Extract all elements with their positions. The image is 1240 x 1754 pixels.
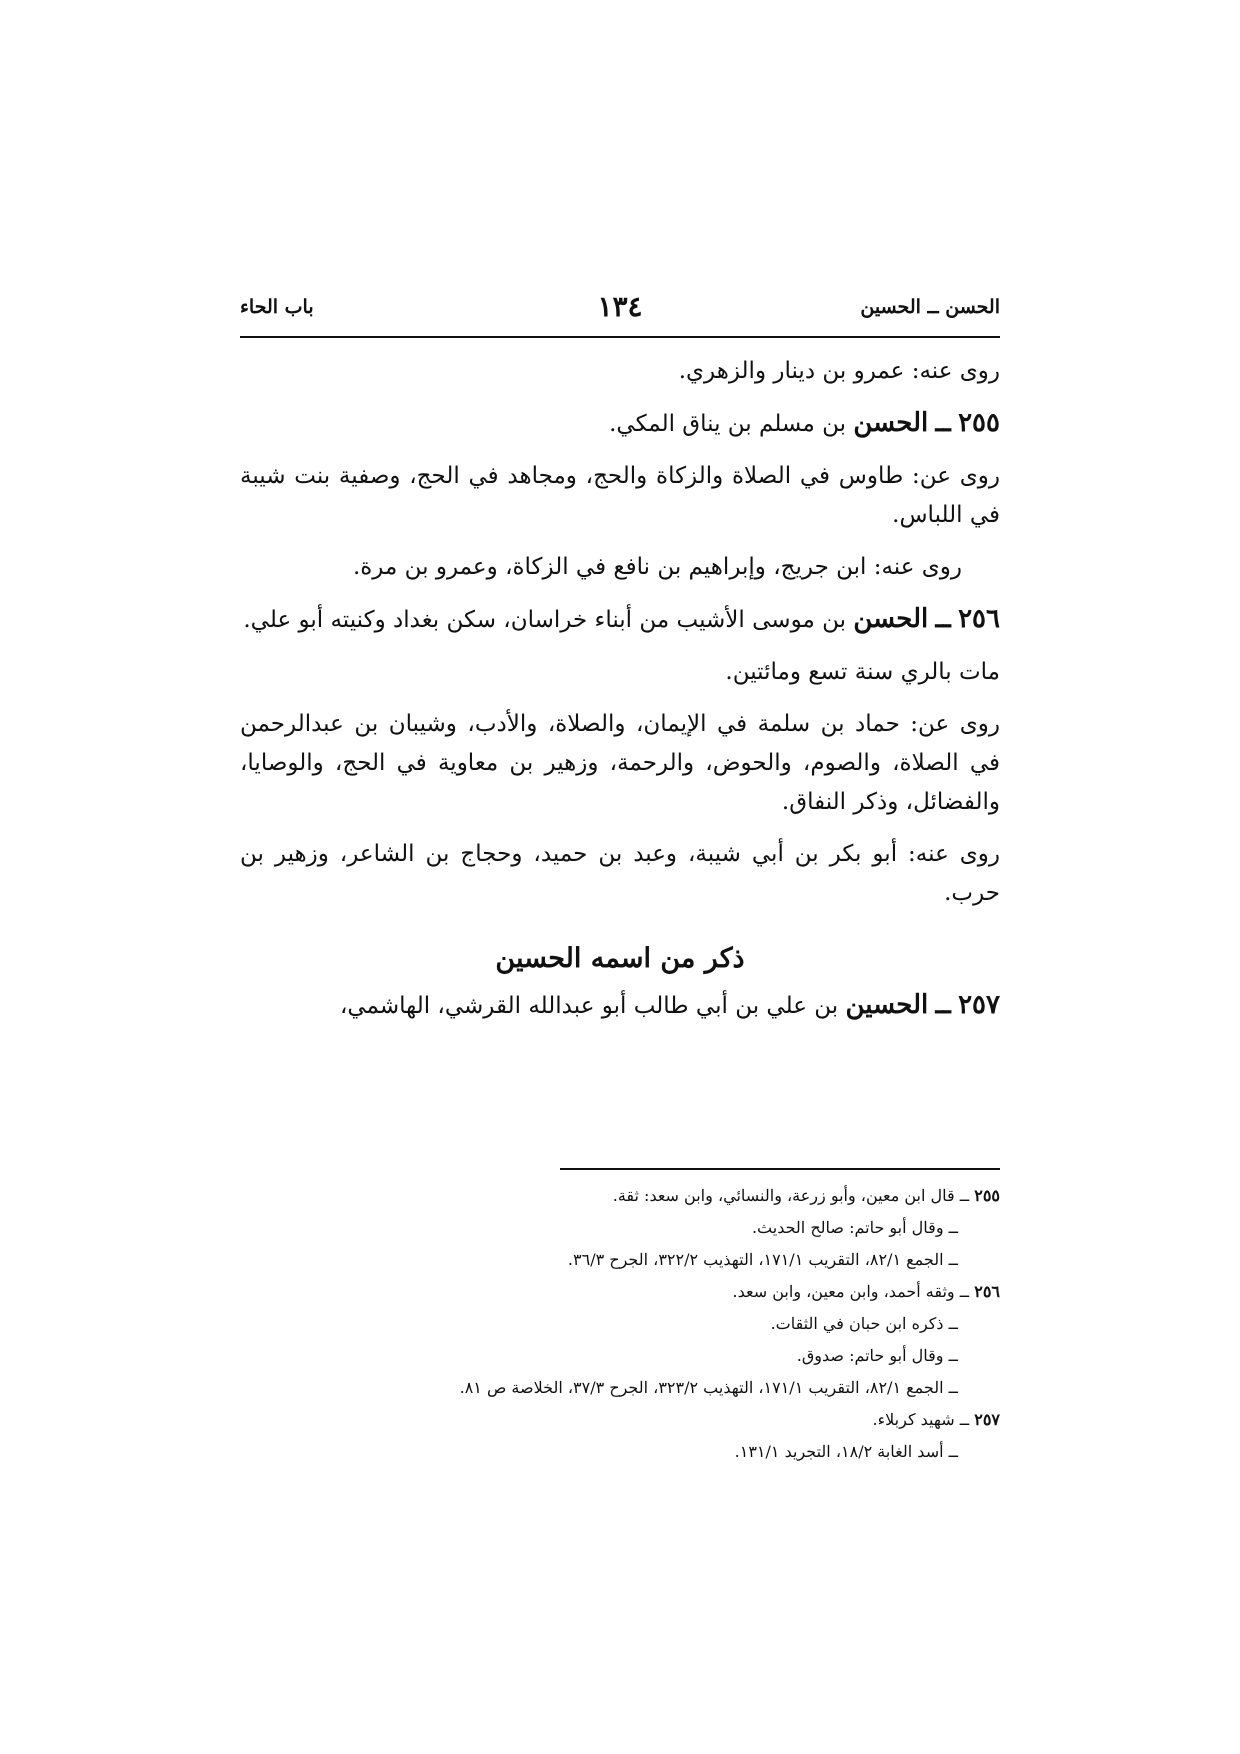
paragraph: روى عن: طاوس في الصلاة والزكاة والحج، ومجاهد في الحج، وصفية بنت شيبة في اللباس. — [240, 463, 1000, 528]
entry-number: ٢٥٧ — [958, 990, 1000, 1020]
footnote-line: ــ الجمع ٨٢/١، التقريب ١٧١/١، التهذيب ٣٢٢/٢، الجرح ٣٦/٣. — [567, 1250, 958, 1269]
footnote-text: ــ شهيد كربلاء. — [872, 1410, 970, 1429]
entry-255-heading — [240, 404, 1000, 444]
footnote-text: ــ قال ابن معين، وأبو زرعة، والنسائي، وابن سعد: ثقة. — [612, 1186, 970, 1205]
entry-dash: ــ — [935, 408, 951, 438]
running-title-right: الحسن ــ الحسين — [860, 296, 1000, 318]
footnote-line: ــ أسد الغابة ١٨/٢، التجريد ١٣١/١. — [734, 1442, 958, 1461]
footnote-rule — [560, 1168, 1000, 1170]
entry-257-heading — [240, 986, 1000, 1026]
entry-name: الحسن — [853, 408, 929, 438]
entry-name: الحسين — [845, 990, 929, 1020]
paragraph: روى عنه: أبو بكر بن أبي شيبة، وعبد بن حميد، وحجاج بن الشاعر، وزهير بن حرب. — [240, 841, 1000, 906]
paragraph: روى عنه: عمرو بن دينار والزهري. — [678, 358, 1000, 384]
entry-number: ٢٥٥ — [958, 408, 1000, 438]
paragraph: مات بالري سنة تسع ومائتين. — [725, 659, 1000, 685]
paragraph: روى عن: حماد بن سلمة في الإيمان، والصلاة، والأدب، وشيبان بن عبدالرحمن في الصلاة، والصوم، والحوض، والرحمة، وزهير بن معاوية في الحج، والوصايا، والفضائل، وذكر النفاق. — [240, 711, 1000, 815]
page-number: ١٣٤ — [597, 290, 643, 323]
footnote-text: ــ وثقه أحمد، وابن معين، وابن سعد. — [732, 1282, 970, 1301]
footnote-line: ــ ذكره ابن حبان في الثقات. — [770, 1314, 958, 1333]
footnote-number: ٢٥٧ — [974, 1410, 1000, 1429]
entry-rest: بن موسى الأشيب من أبناء خراسان، سكن بغداد وكنيته أبو علي. — [243, 607, 846, 633]
running-title-left: باب الحاء — [240, 296, 314, 318]
entry-256-heading — [240, 600, 1000, 640]
paragraph: روى عنه: ابن جريج، وإبراهيم بن نافع في الزكاة، وعمرو بن مرة. — [352, 554, 962, 580]
footnote-line — [240, 1276, 1000, 1308]
footnote-line: ــ الجمع ٨٢/١، التقريب ١٧١/١، التهذيب ٣٢٣/٢، الجرح ٣٧/٣، الخلاصة ص ٨١. — [459, 1378, 958, 1397]
footnote-number: ٢٥٦ — [974, 1282, 1000, 1301]
footnote-line — [240, 1180, 1000, 1212]
entry-dash: ــ — [935, 990, 951, 1020]
page-header — [240, 290, 1000, 334]
footnote-line: ــ وقال أبو حاتم: صالح الحديث. — [751, 1218, 958, 1237]
section-heading: ذكر من اسمه الحسين — [495, 943, 745, 974]
main-text — [240, 352, 1000, 1039]
footnote-line: ــ وقال أبو حاتم: صدوق. — [796, 1346, 958, 1365]
entry-name: الحسن — [853, 604, 929, 634]
entry-dash: ــ — [935, 604, 951, 634]
footnote-line — [240, 1404, 1000, 1436]
entry-number: ٢٥٦ — [958, 604, 1000, 634]
header-rule — [240, 336, 1000, 338]
entry-rest: بن علي بن أبي طالب أبو عبدالله القرشي، الهاشمي، — [339, 993, 839, 1019]
entry-rest: بن مسلم بن يناق المكي. — [609, 411, 846, 437]
footnote-number: ٢٥٥ — [974, 1186, 1000, 1205]
footnotes — [240, 1180, 1000, 1468]
